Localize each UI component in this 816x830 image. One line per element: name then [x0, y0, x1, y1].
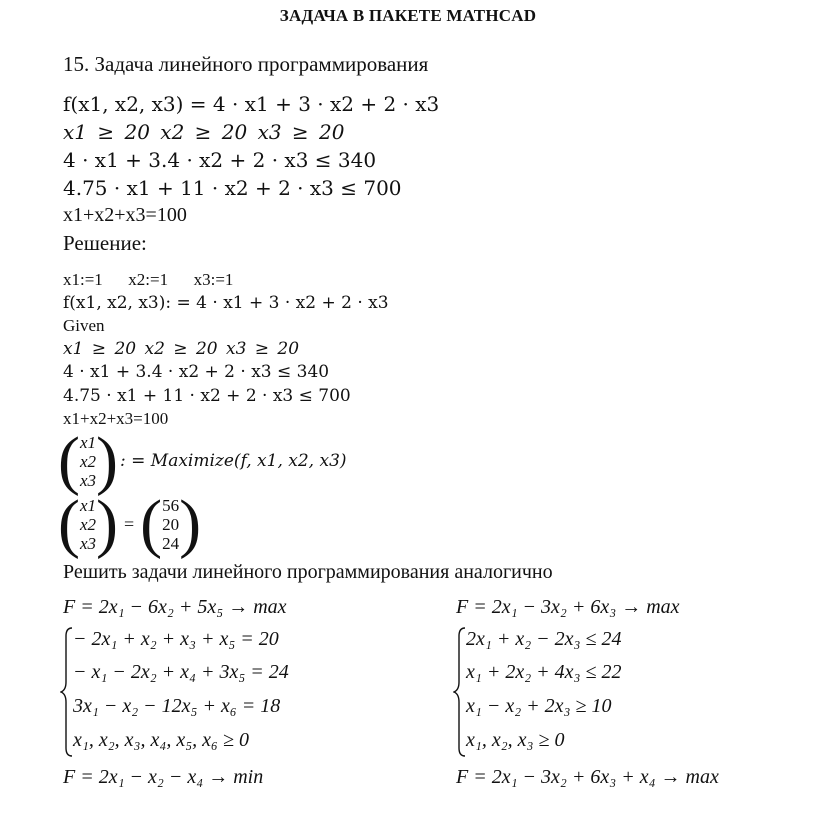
function-definition: f(x1, x2, x3): = 4 · x1 + 3 · x2 + 2 · x3: [63, 293, 389, 313]
right-paren: ): [96, 487, 119, 560]
right-objective: F = 2x₁ − 3x₂ + 6x₃ → max: [456, 596, 680, 618]
vector-item: x1: [79, 495, 97, 515]
left-constraint-2: − x₁ − 2x₂ + x₄ + 3x₅ = 24: [73, 661, 289, 683]
solution-equality: x1+x2+x3=100: [63, 409, 169, 428]
tasks-heading: Решить задачи линейного программирования аналогично: [63, 561, 553, 583]
left-constraint-3: 3x₁ − x₂ − 12x₅ + x₆ = 18: [73, 695, 281, 717]
result-statement: [58, 487, 202, 560]
left-constraint-1: − 2x₁ + x₂ + x₃ + x₅ = 20: [73, 628, 279, 650]
right-next-objective: F = 2x₁ − 3x₂ + 6x₃ + x₄ → max: [456, 766, 719, 788]
solution-constraint-2: 4.75 · x1 + 11 · x2 + 2 · x3 ≤ 700: [63, 386, 351, 406]
variable-bounds: x1 ≥ 20 x2 ≥ 20 x3 ≥ 20: [63, 120, 345, 144]
page-title: ЗАДАЧА В ПАКЕТЕ MATHCAD: [279, 6, 537, 25]
result-vector: [162, 496, 179, 553]
left-paren: (: [58, 424, 80, 497]
vector-item: x1: [79, 432, 97, 452]
right-brace-icon: [453, 626, 467, 758]
constraint-2: 4.75 · x1 + 11 · x2 + 2 · x3 ≤ 700: [63, 176, 402, 200]
right-constraint-2: x₁ + 2x₂ + 4x₃ ≤ 22: [466, 661, 622, 683]
right-paren: ): [179, 487, 202, 560]
maximize-call: : = Maximize(f, x1, x2, x3): [120, 451, 347, 471]
left-paren: (: [140, 487, 163, 560]
left-nonnegativity: x₁, x₂, x₃, x₄, x₅, x₆ ≥ 0: [73, 729, 249, 751]
right-paren: ): [96, 424, 119, 497]
vector-item: x2: [79, 451, 97, 471]
equals-sign: =: [124, 513, 135, 534]
left-paren: (: [58, 487, 80, 560]
right-constraint-1: 2x₁ + x₂ − 2x₃ ≤ 24: [466, 628, 622, 650]
vector-item: x3: [79, 533, 97, 553]
vector-item: x2: [79, 514, 97, 534]
left-objective: F = 2x₁ − 6x₂ + 5x₅ → max: [63, 596, 287, 618]
result-item: 20: [162, 514, 180, 534]
left-next-objective: F = 2x₁ − x₂ − x₄ → min: [63, 766, 264, 788]
result-item: 24: [162, 533, 180, 553]
maximize-statement: [58, 424, 347, 497]
right-constraint-3: x₁ − x₂ + 2x₃ ≥ 10: [466, 695, 612, 717]
variable-vector: [80, 496, 96, 553]
initial-values: x1:=1 x2:=1 x3:=1: [63, 270, 234, 289]
solution-constraint-1: 4 · x1 + 3.4 · x2 + 2 · x3 ≤ 340: [63, 362, 330, 382]
objective-function: f(x1, x2, x3) = 4 · x1 + 3 · x2 + 2 · x3: [63, 92, 440, 116]
solution-bounds: x1 ≥ 20 x2 ≥ 20 x3 ≥ 20: [63, 339, 300, 359]
left-brace-icon: [60, 626, 74, 758]
solution-heading: Решение:: [63, 231, 147, 255]
right-nonnegativity: x₁, x₂, x₃ ≥ 0: [466, 729, 565, 751]
variable-vector: [80, 433, 96, 490]
vector-item: x3: [79, 470, 97, 490]
given-keyword: Given: [63, 316, 105, 335]
result-item: 56: [162, 495, 180, 515]
problem-heading: 15. Задача линейного программирования: [63, 52, 429, 76]
constraint-1: 4 · x1 + 3.4 · x2 + 2 · x3 ≤ 340: [63, 148, 377, 172]
equality-constraint: x1+x2+x3=100: [63, 204, 187, 226]
